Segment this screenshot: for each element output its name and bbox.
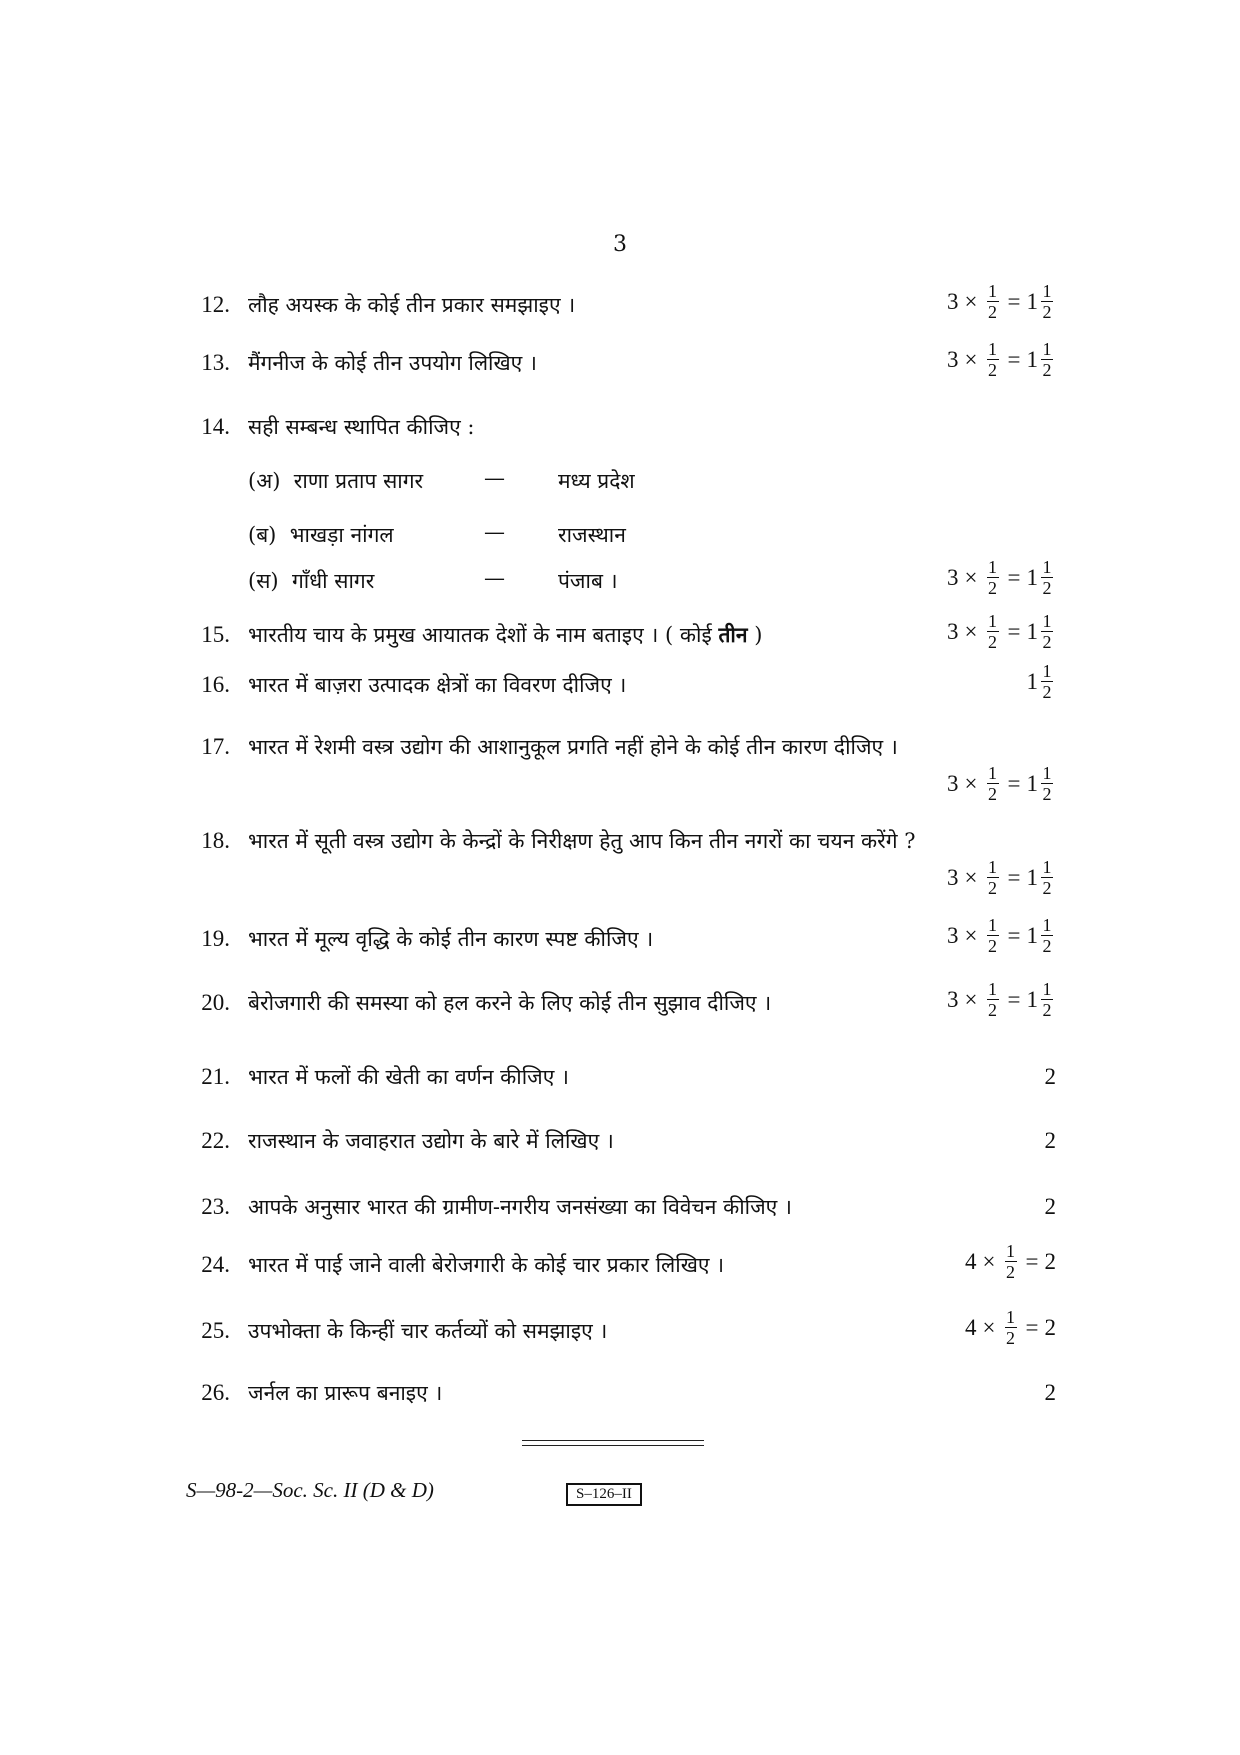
question-text: भारत में मूल्य वृद्धि के कोई तीन कारण स्पष्ट कीजिए । [248, 927, 654, 951]
match-dash: — [484, 520, 505, 544]
question-number: 12. [201, 292, 230, 317]
page-number: 3 [613, 232, 627, 257]
marks: 4 × $\frac{1}{2}$ = 2 [965, 1241, 1056, 1282]
marks: 3 × $\frac{1}{2}$ = 1 $\frac{1}{2}$ [947, 281, 1052, 322]
question-text: आपके अनुसार भारत की ग्रामीण-नगरीय जनसंख्या का विवेचन कीजिए । [248, 1195, 792, 1219]
question-text: भारत में पाई जाने वाली बेरोजगारी के कोई चार प्रकार लिखिए । [248, 1253, 725, 1277]
question-text: सही सम्बन्ध स्थापित कीजिए : [248, 415, 475, 439]
question-text: राजस्थान के जवाहरात उद्योग के बारे में लिखिए । [248, 1129, 614, 1153]
question-number: 16. [201, 672, 230, 697]
question-number: 17. [201, 734, 230, 759]
question-number: 14. [201, 414, 230, 439]
question-number: 26. [201, 1380, 230, 1405]
question-text: भारत में सूती वस्त्र उद्योग के केन्द्रों के निरीक्षण हेतु आप किन तीन नगरों का चयन करेंगे ? [248, 829, 916, 853]
end-rule-top [522, 1440, 704, 1441]
question-number: 22. [201, 1128, 230, 1153]
marks: 3 × $\frac{1}{2}$ = 1 $\frac{1}{2}$ [947, 857, 1052, 898]
question-text: भारतीय चाय के प्रमुख आयातक देशों के नाम बताइए । ( कोई तीन ) [248, 622, 763, 647]
question-text: जर्नल का प्रारूप बनाइए । [248, 1381, 443, 1405]
match-item-a: (अ) राणा प्रताप सागर [248, 469, 424, 493]
question-number: 18. [201, 828, 230, 853]
marks: 2 [1044, 1064, 1056, 1089]
match-right-b: राजस्थान [558, 523, 626, 547]
match-dash: — [484, 566, 505, 590]
question-number: 19. [201, 926, 230, 951]
question-number: 24. [201, 1252, 230, 1277]
question-text: उपभोक्ता के किन्हीं चार कर्तव्यों को समझाइए । [248, 1319, 608, 1343]
question-text: मैंगनीज के कोई तीन उपयोग लिखिए । [248, 351, 537, 375]
question-number: 23. [201, 1194, 230, 1219]
question-text: लौह अयस्क के कोई तीन प्रकार समझाइए । [248, 293, 576, 317]
match-right-a: मध्य प्रदेश [558, 469, 635, 493]
marks: 2 [1044, 1194, 1056, 1219]
marks: 3 × $\frac{1}{2}$ = 1 $\frac{1}{2}$ [947, 763, 1052, 804]
end-rule-bottom [522, 1445, 704, 1446]
match-item-b: (ब) भाखड़ा नांगल [248, 523, 394, 547]
match-right-c: पंजाब । [558, 569, 618, 593]
question-number: 15. [201, 622, 230, 647]
footer-code: S—98-2—Soc. Sc. II (D & D) [186, 1478, 434, 1502]
match-dash: — [484, 466, 505, 490]
question-text: भारत में फलों की खेती का वर्णन कीजिए । [248, 1065, 569, 1089]
marks: 3 × $\frac{1}{2}$ = 1 $\frac{1}{2}$ [947, 339, 1052, 380]
question-text: बेरोजगारी की समस्या को हल करने के लिए कोई तीन सुझाव दीजिए । [248, 991, 772, 1015]
question-text: भारत में बाज़रा उत्पादक क्षेत्रों का विवरण दीजिए । [248, 673, 627, 697]
question-text: भारत में रेशमी वस्त्र उद्योग की आशानुकूल प्रगति नहीं होने के कोई तीन कारण दीजिए । [248, 735, 898, 759]
footer-box-code: S–126–II [566, 1483, 642, 1506]
marks: 3 × $\frac{1}{2}$ = 1 $\frac{1}{2}$ [947, 611, 1052, 652]
match-item-c: (स) गाँधी सागर [248, 569, 375, 593]
marks: 3 × $\frac{1}{2}$ = 1 $\frac{1}{2}$ [947, 979, 1052, 1020]
question-number: 20. [201, 990, 230, 1015]
marks: 2 [1044, 1380, 1056, 1405]
marks: 2 [1044, 1128, 1056, 1153]
marks: 3 × $\frac{1}{2}$ = 1 $\frac{1}{2}$ [947, 557, 1052, 598]
marks: 3 × $\frac{1}{2}$ = 1 $\frac{1}{2}$ [947, 915, 1052, 956]
marks: 4 × $\frac{1}{2}$ = 2 [965, 1307, 1056, 1348]
question-number: 21. [201, 1064, 230, 1089]
question-number: 25. [201, 1318, 230, 1343]
question-number: 13. [201, 350, 230, 375]
marks: 1 $\frac{1}{2}$ [1026, 661, 1052, 702]
